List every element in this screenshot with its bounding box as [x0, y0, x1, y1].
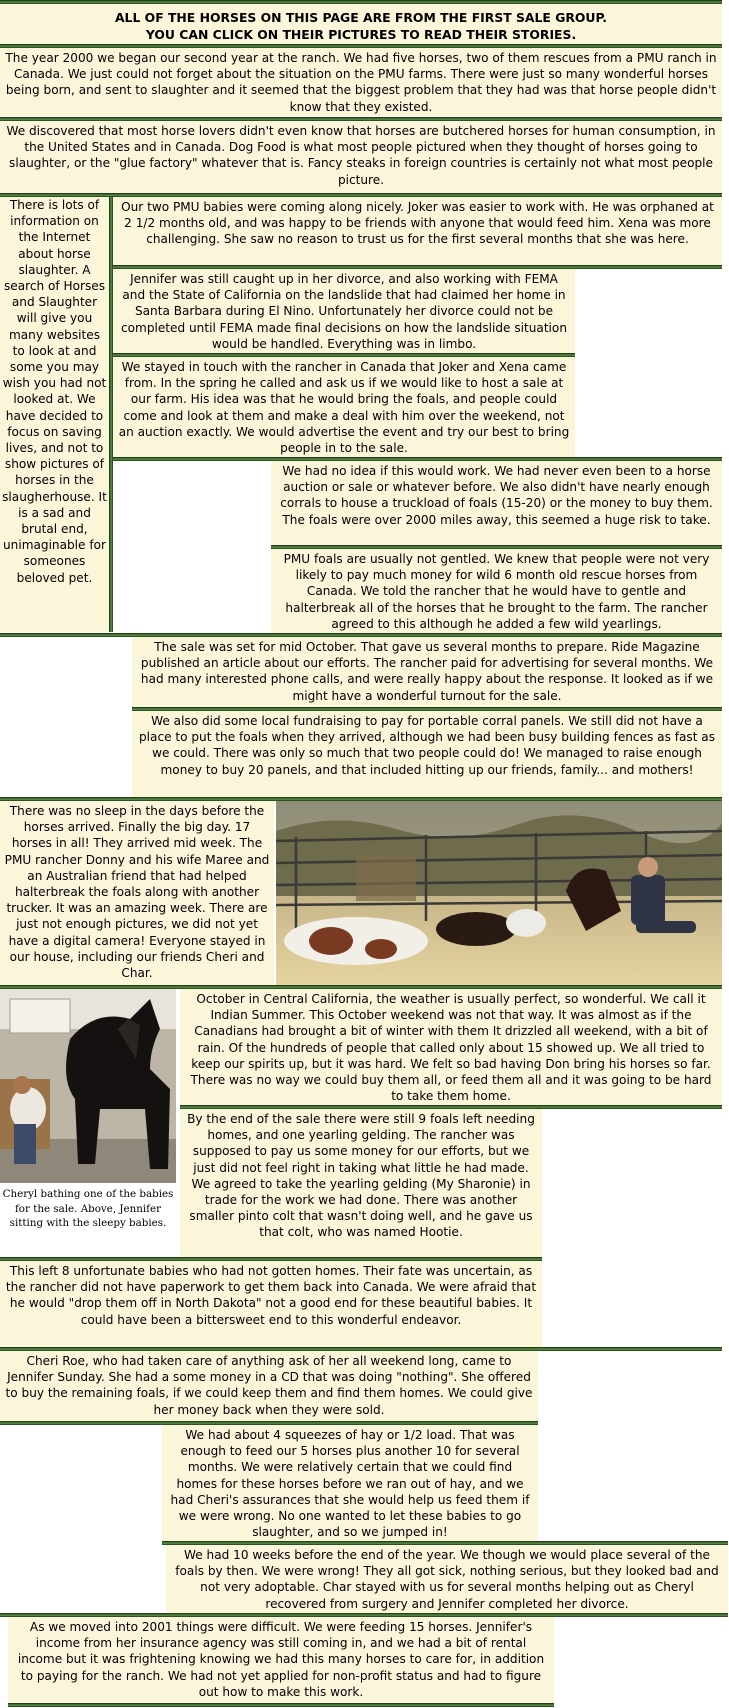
- paragraph-fundraising: We also did some local fundraising to pay for portable corral panels. We still did not have a place to put the foals when they arrived, although we had been busy building fences as fast as we could. There was only so much that two people could do! We managed to raise enough money to buy 20 panels, and that included hitting up our friends, family... and mothers!: [132, 711, 722, 797]
- photo-caption: Cheryl bathing one of the babies for the sale. Above, Jennifer sitting with the sleepy babies.: [0, 1187, 176, 1237]
- paragraph-end-of-sale: By the end of the sale there were still 9 foals left needing homes, and one yearling gelding. The rancher was supposed to pay us some money for our efforts, but we just did not feel right in taking what little he had made. We agreed to take the yearling gelding (My Sharonie) in trade for the work we had done. There was another smaller pinto colt that wasn't doing well, and he gave us that colt, who was named Hootie.: [180, 1109, 542, 1257]
- paragraph-ten-weeks: We had 10 weeks before the end of the year. We though we would place several of the foals by then. We were wrong! They all got sick, nothing serious, but they looked bad and not very adoptable. Char stayed with us for several months helping out as Cheryl recovered from surgery and Jennifer completed her divorce.: [166, 1545, 728, 1613]
- divider: [8, 1703, 554, 1707]
- paragraph-unfortunate-babies: This left 8 unfortunate babies who had not gotten homes. Their fate was uncertain, as the rancher did not have paperwork to get them back into Canada. We were afraid that he would "drop them off in North Dakota" not a good end for these beautiful babies. It could have been a bittersweet end to this wonderful endeavor.: [0, 1261, 542, 1347]
- paragraph-arrival: There was no sleep in the days before the horses arrived. Finally the big day. 17 horses in all! They arrived mid week. The PMU rancher Donny and his wife Maree and an Australian friend that had helped halterbreak the foals along with another trucker. It was an amazing week. There are just not enough pictures, we did not yet have a digital camera! Everyone stayed in our house, including our friends Cheri and Char.: [0, 801, 274, 985]
- paragraph-gentling: PMU foals are usually not gentled. We knew that people were not very likely to pay much money for wild 6 month old rescue horses from Canada. We told the rancher that he would have to gentle and halterbreak all of the horses that he brought to the farm. The rancher agreed to this although he added a few wild yearlings.: [271, 549, 722, 633]
- paragraph-rancher-call: We stayed in touch with the rancher in Canada that Joker and Xena came from. In the spring he called and ask us if we would like to host a sale at our farm. His idea was that he would bring the foals, and people could come and look at them and make a deal with him over the weekend, not an auction exactly. We would advertise the event and try our best to bring people in to the sale.: [113, 357, 575, 457]
- paragraph-jennifer-divorce: Jennifer was still caught up in her divorce, and also working with FEMA and the State of California on the landslide that had claimed her home in Santa Barbara during El Nino. Unfortunately her divorce could not be completed until FEMA made final decisions on how the landslide situation would be handled. Everything was in limbo.: [113, 269, 575, 353]
- paragraph-intro: The year 2000 we began our second year at the ranch. We had five horses, two of them rescues from a PMU ranch in Canada. We just could not forget about the situation on the PMU farms. There were just so many wonderful horses being born, and sent to slaughter and it seemed that the biggest problem that they had was that horse people didn't know that they existed.: [0, 48, 722, 116]
- paragraph-no-idea: We had no idea if this would work. We had never even been to a horse auction or sale or whatever before. We also didn't have nearly enough corrals to house a truckload of foals (15-20) or the money to buy them. The foals were over 2000 miles away, this seemed a huge risk to take.: [271, 461, 722, 545]
- paragraph-pmu-babies: Our two PMU babies were coming along nicely. Joker was easier to work with. He was orphaned at 2 1/2 months old, and was happy to be friends with anyone that would feed him. Xena was more challenging. She saw no reason to trust us for the first several months that she was here.: [113, 197, 722, 265]
- paragraph-slaughter: We discovered that most horse lovers didn't even know that horses are butchered horses for human consumption, in the United States and in Canada. Dog Food is what most people pictured when they thought of horses going to slaughter, or the "glue factory" whatever that is. Fancy steaks in foreign countries is certainly not what most people picture.: [0, 121, 722, 193]
- paragraph-sale-date: The sale was set for mid October. That gave us several months to prepare. Ride Magazine published an article about our efforts. The rancher paid for advertising for several months. We had many interested phone calls, and were really happy about the response. It looked as if we might have a wonderful turnout for the sale.: [132, 637, 722, 707]
- page-header: [0, 4, 722, 44]
- header-line-1: ALL OF THE HORSES ON THIS PAGE ARE FROM THE FIRST SALE GROUP.: [114, 10, 608, 25]
- bathing-foal-photo[interactable]: [0, 989, 176, 1183]
- paragraph-2001: As we moved into 2001 things were difficult. We were feeding 15 horses. Jennifer's income from her insurance agency was still coming in, and we had a bit of rental income but it was frightening knowing we had this many horses to care for, in addition to paying for the ranch. We had not yet applied for non-profit status and had to figure out how to make this work.: [8, 1617, 554, 1703]
- paragraph-hay: We had about 4 squeezes of hay or 1/2 load. That was enough to feed our 5 horses plus another 10 for several months. We were relatively certain that we could find homes for these horses before we ran out of hay, and we had Cheri's assurances that she would help us feed them if we were wrong. No one wanted to let these babies to go slaughter, and so we jumped in!: [162, 1425, 538, 1541]
- paragraph-weather: October in Central California, the weather is usually perfect, so wonderful. We call it Indian Summer. This October weekend was not that way. It was almost as if the Canadians had brought a bit of winter with them It drizzled all weekend, with a bit of rain. Of the hundreds of people that called only about 15 showed up. We all tried to keep our spirits up, but it was hard. We felt so bad having Don bring his horses so far. There was no way we could buy them all, or feed them all and it was going to be hard to take them home.: [180, 989, 722, 1105]
- paragraph-cheri-roe: Cheri Roe, who had taken care of anything ask of her all weekend long, came to Jennifer Sunday. She had a some money in a CD that was doing "nothing". She offered to buy the remaining foals, if we could keep them and find them homes. We could give her money back when they were sold.: [0, 1351, 538, 1421]
- header-line-2: YOU CAN CLICK ON THEIR PICTURES TO READ THEIR STORIES.: [145, 27, 577, 42]
- sidebar-note: There is lots of information on the Internet about horse slaughter. A search of Horses and Slaughter will give you many websites to look at and some you may wish you had not looked at. We have decided to focus on saving lives, and not to show pictures of horses in the slaugherhouse. It is a sad and brutal end, unimaginable for someones beloved pet.: [0, 197, 109, 632]
- sleepy-foals-photo[interactable]: [276, 801, 722, 985]
